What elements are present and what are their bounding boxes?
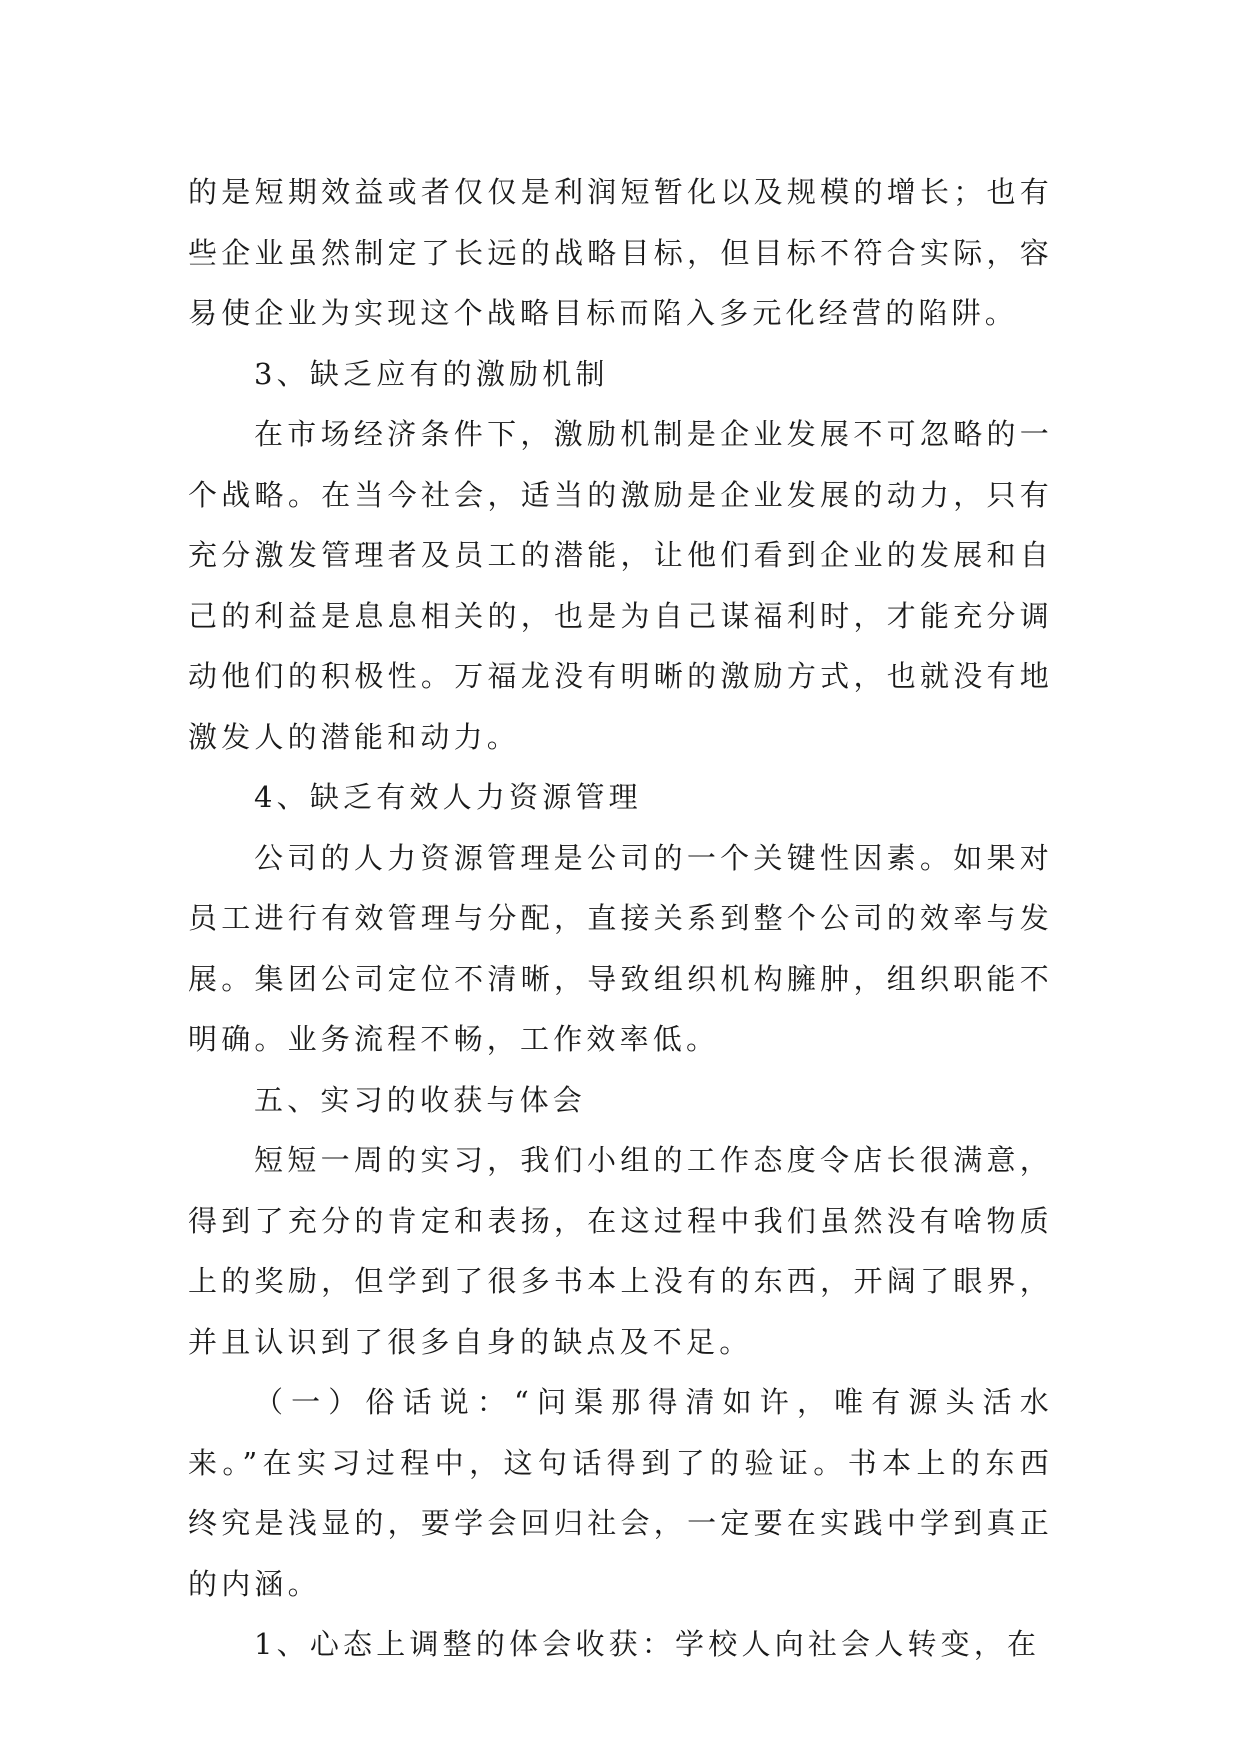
section-heading-hr: 4、缺乏有效人力资源管理 <box>254 780 642 814</box>
paragraph-hr: 公司的人力资源管理是公司的一个关键性因素。如果对员工进行有效管理与分配，直接关系到整个公司的效率与发展。集团公司定位不清晰，导致组织机构臃肿，组织职能不明确。业务流程不畅，工作效率低。 <box>188 840 1053 1056</box>
paragraph-proverb: （一）俗话说：“问渠那得清如许，唯有源头活水来。”在实习过程中，这句话得到了的验证。书本上的东西终究是浅显的，要学会回归社会，一定要在实践中学到真正的内涵。 <box>188 1385 1053 1601</box>
document-body <box>188 162 1053 1675</box>
paragraph-internship-week: 短短一周的实习，我们小组的工作态度令店长很满意，得到了充分的肯定和表扬，在这过程中我们虽然没有啥物质上的奖励，但学到了很多书本上没有的东西，开阔了眼界，并且认识到了很多自身的缺点及不足。 <box>188 1143 1053 1359</box>
paragraph-incentive: 在市场经济条件下，激励机制是企业发展不可忽略的一个战略。在当今社会，适当的激励是企业发展的动力，只有充分激发管理者及员工的潜能，让他们看到企业的发展和自己的利益是息息相关的，也是为自己谋福利时，才能充分调动他们的积极性。万福龙没有明晰的激励方式，也就没有地激发人的潜能和动力。 <box>188 417 1053 754</box>
paragraph-mindset: 1、心态上调整的体会收获：学校人向社会人转变，在 <box>254 1627 1041 1661</box>
section-heading-internship-gains: 五、实习的收获与体会 <box>254 1082 587 1117</box>
section-heading-incentive: 3、缺乏应有的激励机制 <box>254 356 609 391</box>
paragraph-continuation: 的是短期效益或者仅仅是利润短暂化以及规模的增长；也有些企业虽然制定了长远的战略目标，但目标不符合实际，容易使企业为实现这个战略目标而陷入多元化经营的陷阱。 <box>188 175 1053 330</box>
